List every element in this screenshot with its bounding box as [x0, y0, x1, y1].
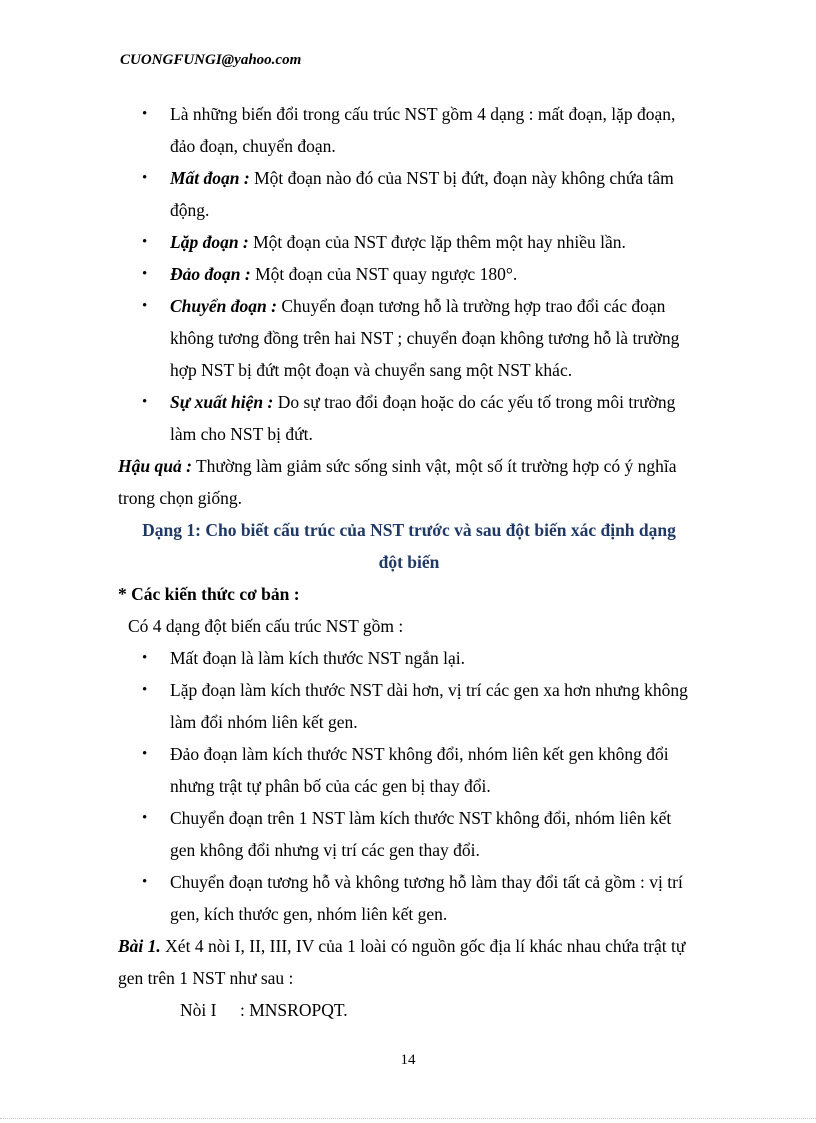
list-item	[118, 290, 700, 386]
header-email: CUONGFUNGI@yahoo.com	[120, 52, 302, 68]
list-item	[118, 162, 700, 226]
basics-title: * Các kiến thức cơ bản :	[118, 584, 300, 604]
section-heading	[118, 514, 700, 578]
consequence-paragraph	[118, 450, 700, 514]
list-item: • Chuyển đoạn trên 1 NST làm kích thước NST không đổi, nhóm liên kết gen không đổi nhưng vị trí các gen thay đổi.	[118, 802, 700, 866]
list-item: • Lặp đoạn làm kích thước NST dài hơn, vị trí các gen xa hơn nhưng không làm đổi nhóm liên kết gen.	[118, 674, 700, 738]
term-su-xuat-hien: Sự xuất hiện :	[170, 392, 274, 412]
list-item	[118, 258, 700, 290]
term-chuyen-doan: Chuyển đoạn :	[170, 296, 277, 316]
basics-intro: Có 4 dạng đột biến cấu trúc NST gồm :	[128, 616, 404, 636]
page-number: 14	[400, 1052, 416, 1068]
bullet-text: Một đoạn của NST quay ngược 180°.	[250, 264, 518, 284]
list-item	[118, 226, 700, 258]
bullet-text: Là những biến đổi trong cấu trúc NST gồm 4 dạng : mất đoạn, lặp đoạn, đảo đoạn, chuyển đoạn.	[170, 104, 676, 156]
list-item: • Chuyển đoạn tương hỗ và không tương hỗ làm thay đổi tất cả gồm : vị trí gen, kích thước gen, nhóm liên kết gen.	[118, 866, 700, 930]
exercise-label: Bài 1.	[118, 936, 161, 956]
list-item	[118, 386, 700, 450]
bullet-text: Một đoạn của NST được lặp thêm một hay nhiều lần.	[248, 232, 626, 252]
exercise-paragraph	[118, 930, 700, 994]
page-bottom-divider	[0, 1118, 816, 1119]
list-item: • Mất đoạn là làm kích thước NST ngắn lại.	[118, 642, 700, 674]
noi-value: : MNSROPQT.	[240, 1000, 348, 1020]
term-dao-doan: Đảo đoạn :	[170, 264, 251, 284]
bullet-text: Do sự trao đổi đoạn hoặc do các yếu tố trong môi trường làm cho NST bị đứt.	[170, 392, 676, 444]
section-heading-line1: Dạng 1: Cho biết cấu trúc của NST trước và sau đột biến xác định dạng	[142, 520, 676, 540]
list-item	[118, 98, 700, 162]
bullet-text: Chuyển đoạn tương hỗ là trường hợp trao đổi các đoạn không tương đồng trên hai NST ; chuyển đoạn không tương hỗ là trường hợp NST bị đứt một đoạn và chuyển sang một NST khác.	[170, 296, 680, 380]
term-hau-qua: Hậu quả :	[118, 456, 192, 476]
basics-list	[118, 642, 700, 930]
mutation-definition-list	[118, 98, 700, 450]
exercise-text: Xét 4 nòi I, II, III, IV của 1 loài có nguồn gốc địa lí khác nhau chứa trật tự gen trên 1 NST như sau :	[118, 936, 686, 988]
term-lap-doan: Lặp đoạn :	[170, 232, 249, 252]
term-mat-doan: Mất đoạn :	[170, 168, 250, 188]
noi-label: Nòi I	[180, 1000, 217, 1020]
bullet-text: Một đoạn nào đó của NST bị đứt, đoạn này không chứa tâm động.	[170, 168, 674, 220]
consequence-text: Thường làm giảm sức sống sinh vật, một số ít trường hợp có ý nghĩa trong chọn giống.	[118, 456, 677, 508]
section-heading-line2: đột biến	[378, 552, 440, 572]
document-body	[118, 98, 700, 1026]
noi-row	[118, 994, 700, 1026]
list-item: • Đảo đoạn làm kích thước NST không đổi, nhóm liên kết gen không đổi nhưng trật tự phân bố của các gen bị thay đổi.	[118, 738, 700, 802]
